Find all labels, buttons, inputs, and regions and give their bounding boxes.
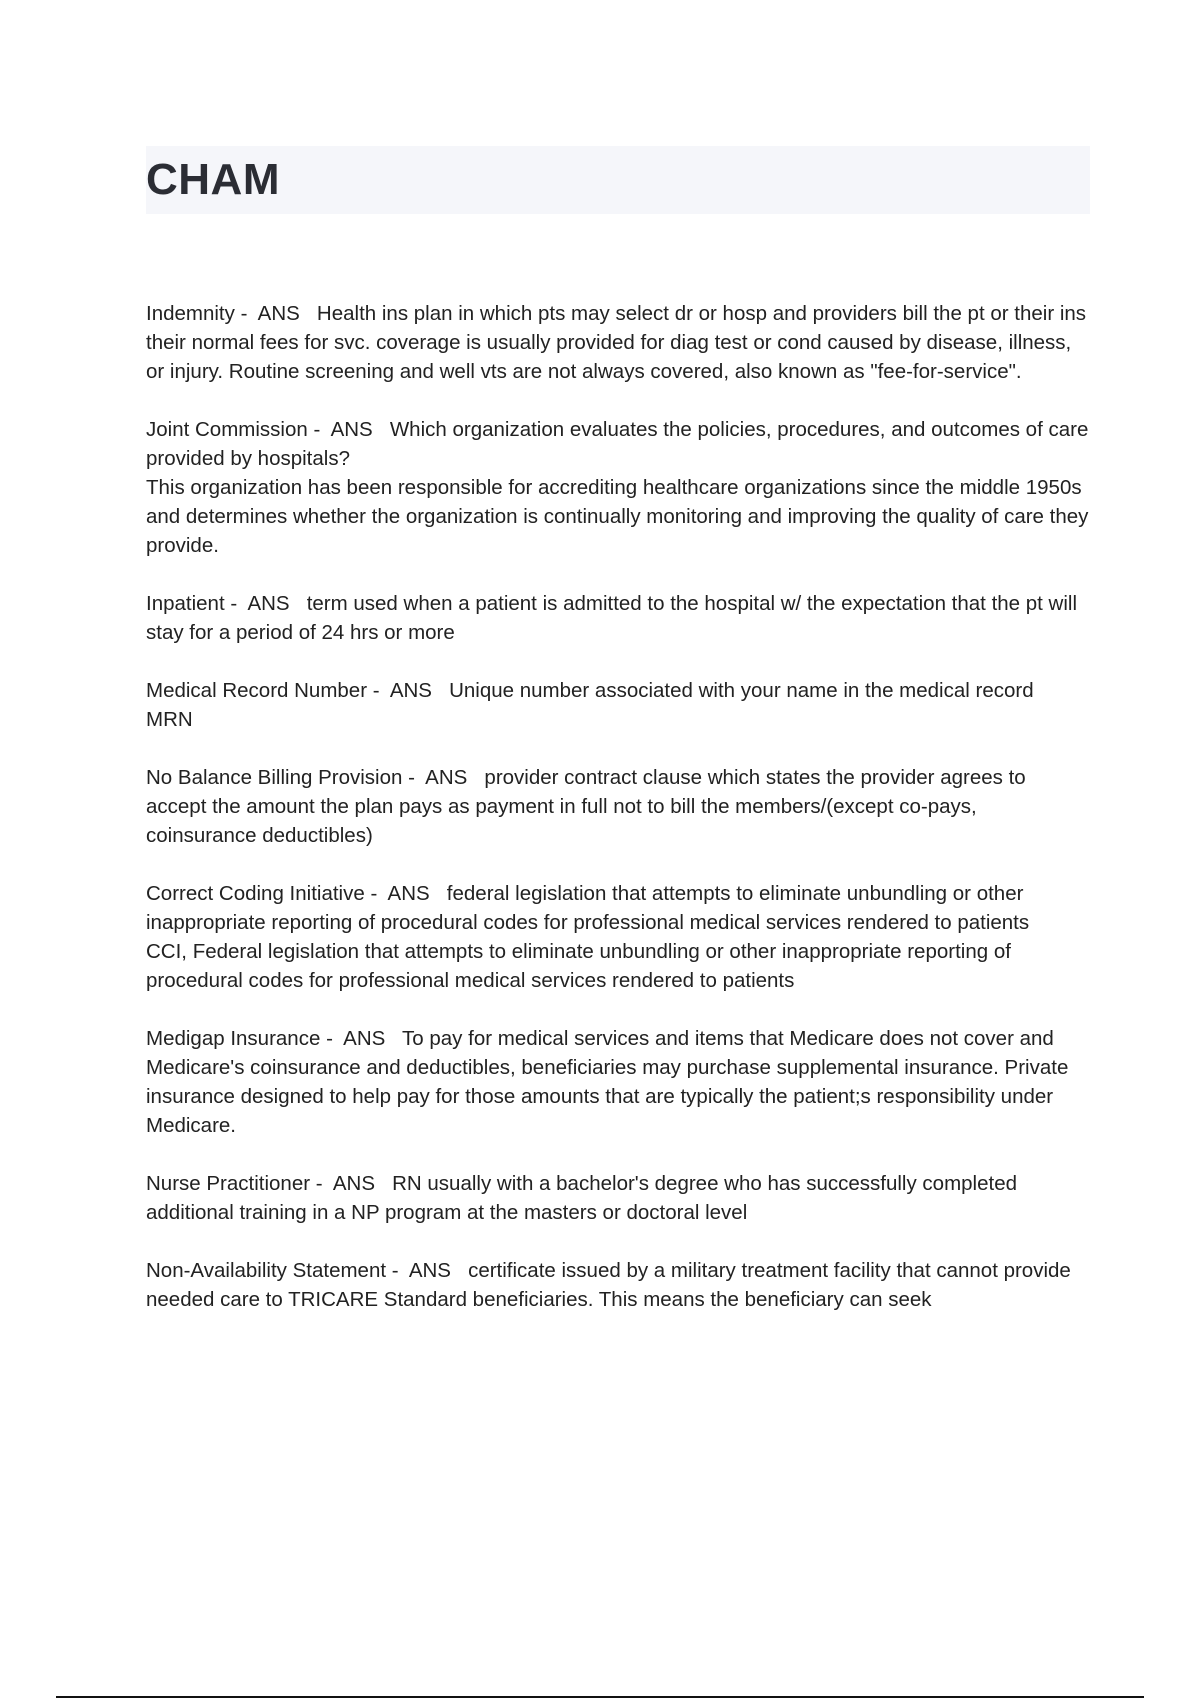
entry-term: Medical Record Number: [146, 679, 368, 702]
entry-extra-line: CCI, Federal legislation that attempts to eliminate unbundling or other inappropriate reporting of procedural codes for professional medical services rendered to patients: [146, 940, 1011, 992]
list-item: [146, 1024, 1090, 1140]
entry-definition: Health ins plan in which pts may select dr or hosp and providers bill the pt or their ins their normal fees for svc. coverage is usually provided for diag test or cond caused by disease, illness, or injury. Routine screening and well vts are not always covered, also known as "fee-for-service".: [146, 302, 1087, 383]
entry-term: Inpatient: [146, 592, 225, 615]
footer-divider: [56, 1696, 1144, 1698]
entry-definition: RN usually with a bachelor's degree who has successfully completed additional training in a NP program at the masters or doctoral level: [146, 1172, 1018, 1224]
list-item: [146, 879, 1090, 995]
entry-definition: term used when a patient is admitted to the hospital w/ the expectation that the pt will stay for a period of 24 hrs or more: [146, 592, 1078, 644]
answer-separator: - ANS: [364, 882, 447, 905]
answer-separator: - ANS: [234, 302, 317, 325]
answer-separator: - ANS: [402, 766, 485, 789]
answer-separator: - ANS: [367, 679, 450, 702]
list-item: [146, 1256, 1090, 1314]
entry-term: Joint Commission: [146, 418, 308, 441]
entry-extra-line: This organization has been responsible for accrediting healthcare organizations since the middle 1950s and determines whether the organization is continually monitoring and improving the quality of care they provide.: [146, 476, 1089, 557]
entry-term: Nurse Practitioner: [146, 1172, 311, 1195]
entry-list: [146, 299, 1090, 1343]
entry-definition: certificate issued by a military treatment facility that cannot provide needed care to TRICARE Standard beneficiaries. This means the beneficiary can seek: [146, 1259, 1071, 1311]
entry-definition: provider contract clause which states the provider agrees to accept the amount the plan pays as payment in full not to bill the members/(except co-pays, coinsurance deductibles): [146, 766, 1026, 847]
entry-definition: federal legislation that attempts to eliminate unbundling or other inappropriate reporting of procedural codes for professional medical services rendered to patients: [146, 882, 1030, 934]
entry-definition: To pay for medical services and items that Medicare does not cover and Medicare's coinsurance and deductibles, beneficiaries may purchase supplemental insurance. Private insurance designed to help pay for those amounts that are typically the patient;s responsibility under Medicare.: [146, 1027, 1069, 1137]
list-item: [146, 415, 1090, 560]
entry-term: Medigap Insurance: [146, 1027, 321, 1050]
list-item: [146, 589, 1090, 647]
entry-extra-line: MRN: [146, 708, 193, 731]
list-item: [146, 676, 1090, 734]
answer-separator: - ANS: [310, 1172, 393, 1195]
answer-separator: - ANS: [386, 1259, 469, 1282]
list-item: [146, 1169, 1090, 1227]
answer-separator: - ANS: [320, 1027, 403, 1050]
answer-separator: - ANS: [307, 418, 390, 441]
entry-term: Indemnity: [146, 302, 235, 325]
title-bar: [146, 146, 1090, 214]
list-item: [146, 763, 1090, 850]
entry-term: No Balance Billing Provision: [146, 766, 403, 789]
entry-term: Correct Coding Initiative: [146, 882, 365, 905]
page-title: CHAM: [146, 155, 280, 204]
entry-term: Non-Availability Statement: [146, 1259, 387, 1282]
list-item: [146, 299, 1090, 386]
entry-definition: Which organization evaluates the policies, procedures, and outcomes of care provided by hospitals?: [146, 418, 1089, 470]
entry-definition: Unique number associated with your name in the medical record: [449, 679, 1034, 702]
answer-separator: - ANS: [224, 592, 307, 615]
